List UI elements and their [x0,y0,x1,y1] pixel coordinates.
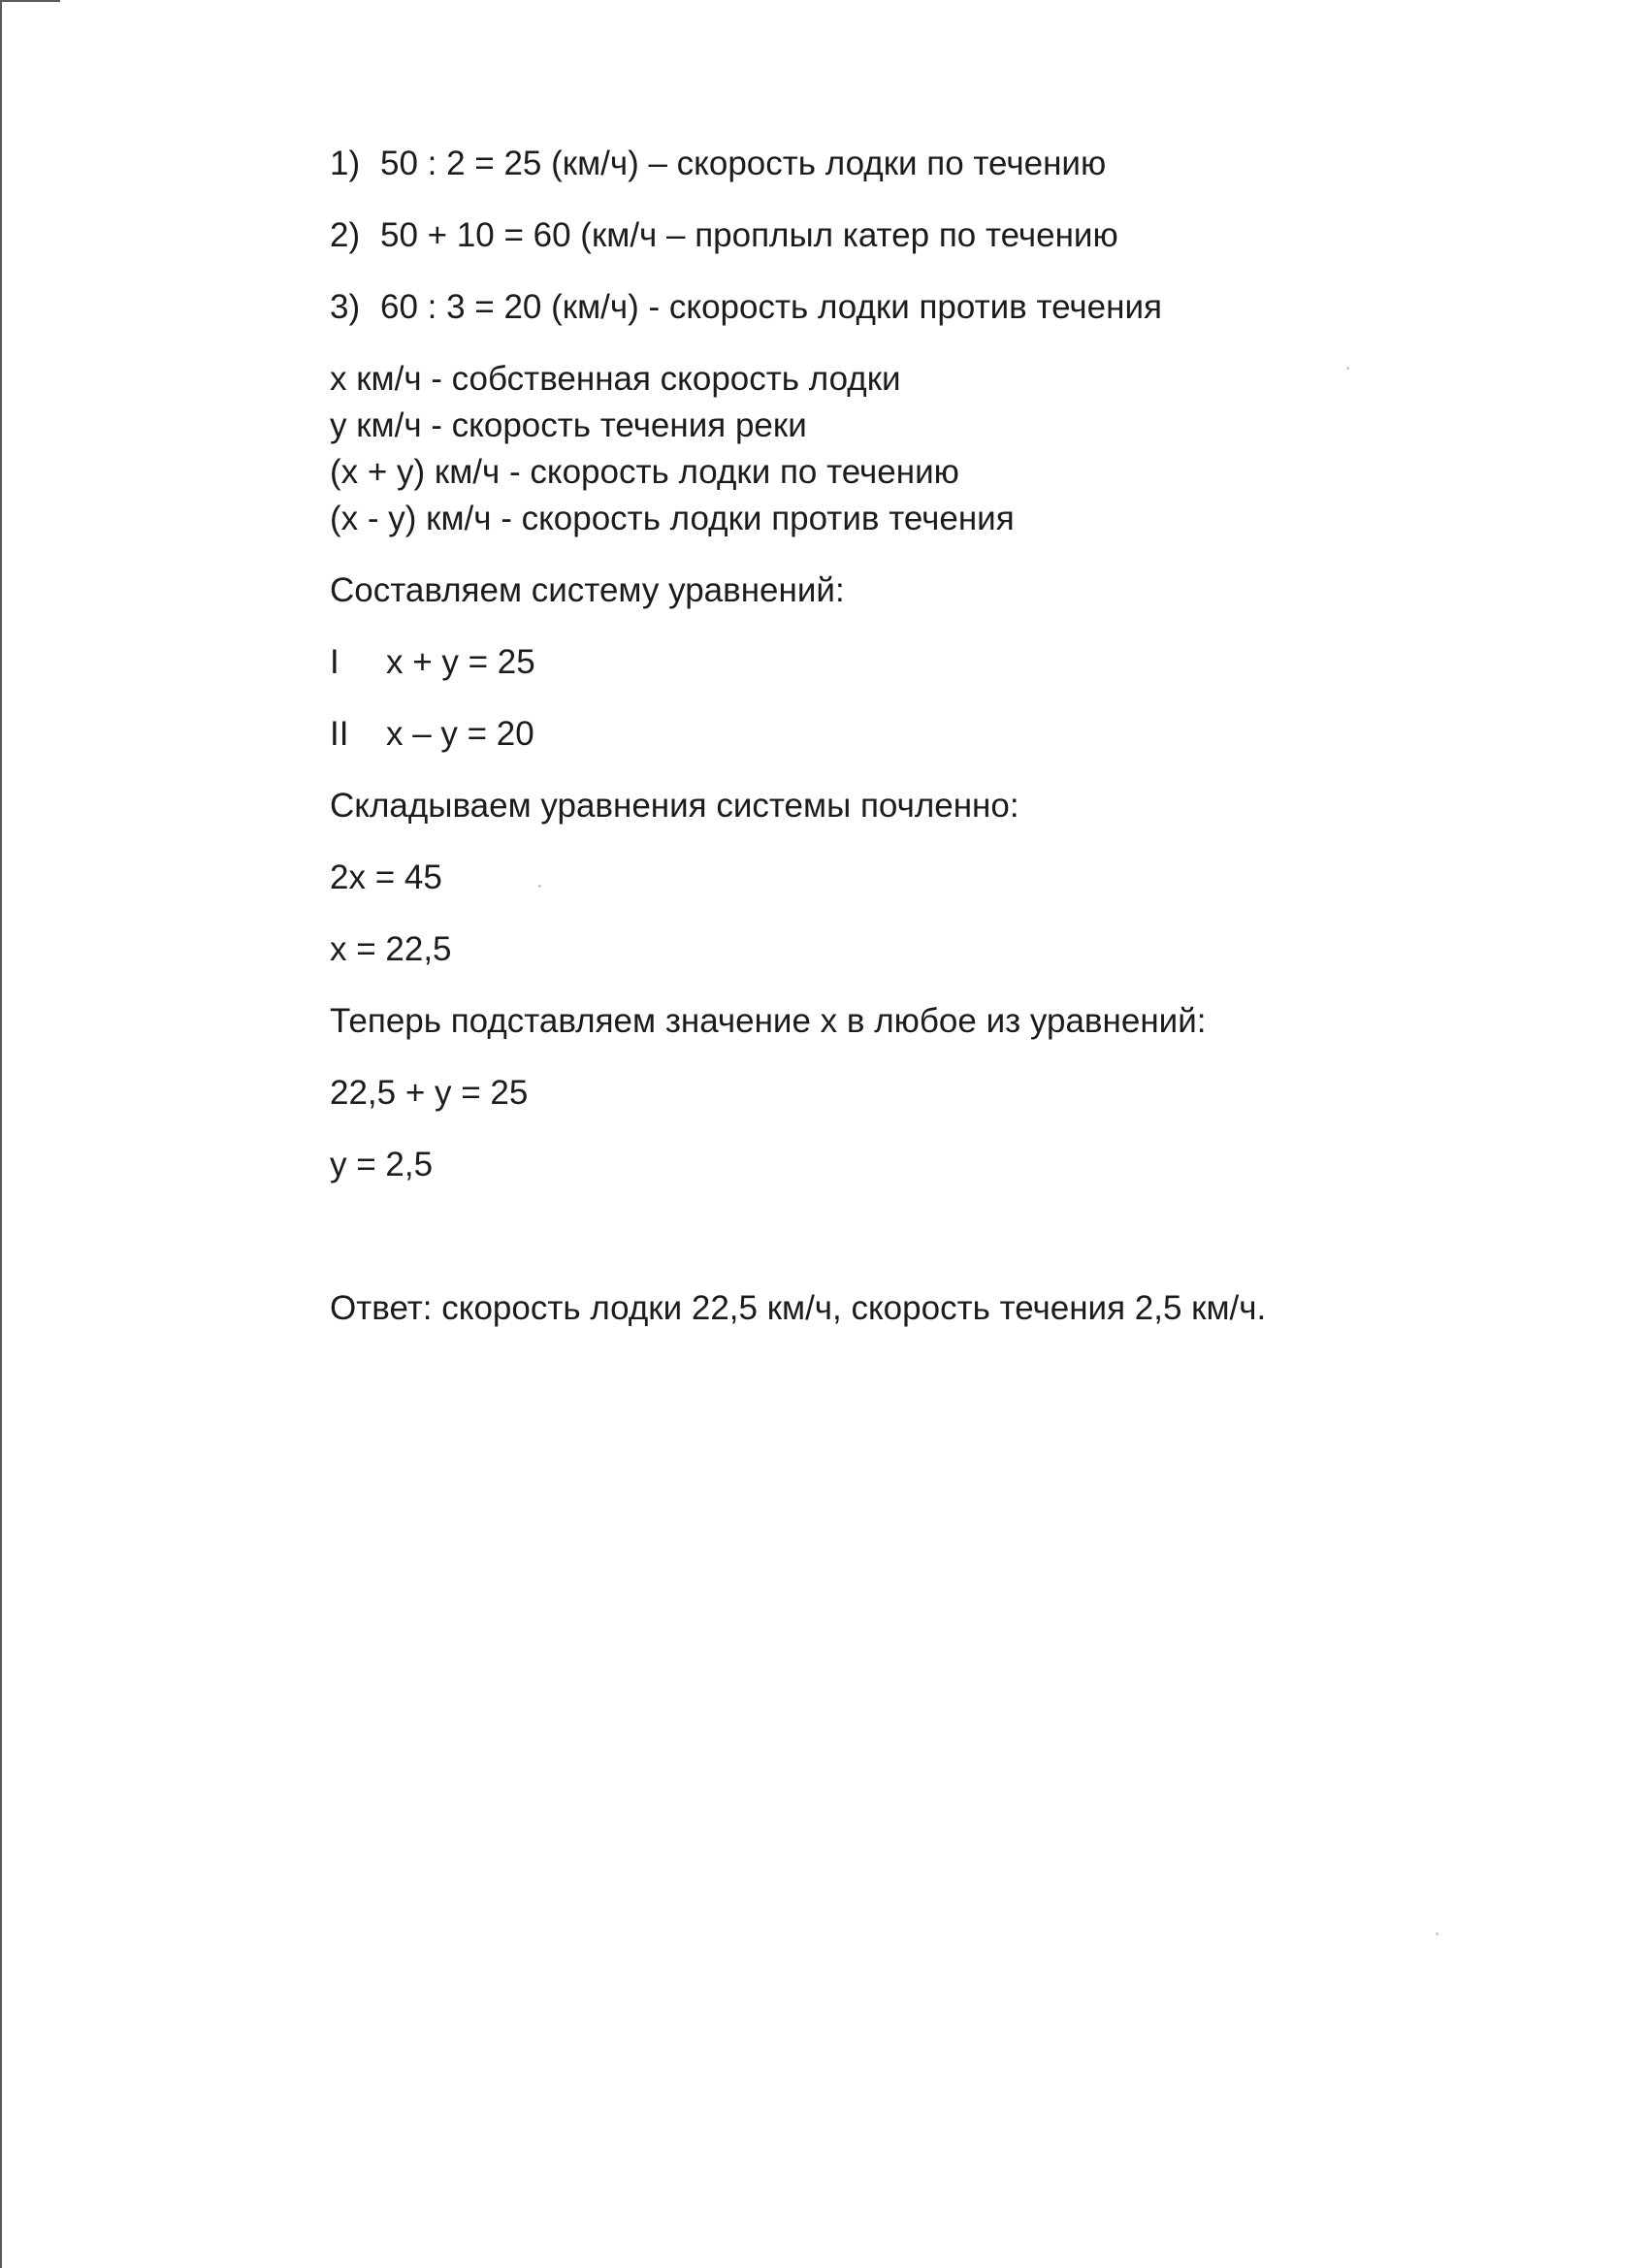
substituted-equation: 22,5 + y = 25 [330,1074,529,1112]
substitute-intro: Теперь подставляем значение x в любое из уравнений: [330,1002,1207,1040]
scan-speck [1436,1932,1439,1935]
step-line-3 [330,284,1494,331]
step-number: 2) [330,216,361,254]
equation-text: x – y = 20 [386,715,534,753]
step-line-1 [330,141,1494,187]
definition-line: x км/ч - собственная скорость лодки [330,360,901,398]
definition-line: (x - y) км/ч - скорость лодки против течения [330,500,1015,537]
definition-line: (x + y) км/ч - скорость лодки по течению [330,453,959,491]
equation-numeral: II [330,715,349,753]
solution-text [330,141,1494,1332]
equation-line-1 [330,639,1494,686]
equation-text: x + y = 25 [386,643,535,681]
add-intro: Складываем уравнения системы почленно: [330,787,1019,825]
scan-edge-left [0,0,2,2268]
equation-numeral: I [330,643,340,681]
sum-equation: 2x = 45 [330,859,442,896]
step-text: 50 : 2 = 25 (км/ч) – скорость лодки по течению [380,145,1107,182]
step-number: 3) [330,288,361,326]
definition-line: y км/ч - скорость течения реки [330,406,807,444]
equation-line-2 [330,711,1494,758]
answer-line: Ответ: скорость лодки 22,5 км/ч, скорость течения 2,5 км/ч. [330,1289,1267,1327]
step-text: 60 : 3 = 20 (км/ч) - скорость лодки против течения [380,288,1162,326]
x-value: x = 22,5 [330,930,452,968]
step-line-2 [330,212,1494,259]
step-text: 50 + 10 = 60 (км/ч – проплыл катер по течению [380,216,1118,254]
step-number: 1) [330,145,361,182]
scan-edge-top [0,0,60,2]
system-intro: Составляем систему уравнений: [330,571,845,609]
y-value: y = 2,5 [330,1146,434,1183]
